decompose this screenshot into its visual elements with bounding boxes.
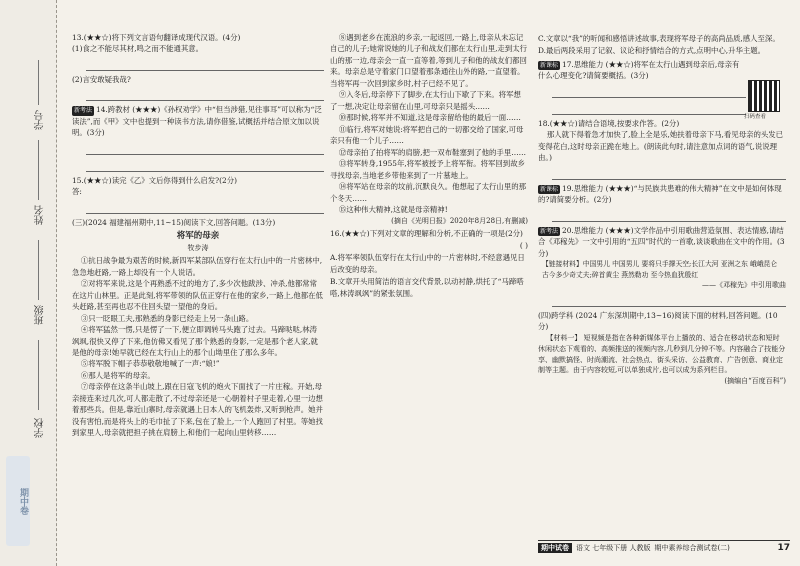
answer-label: 答:: [72, 187, 82, 197]
new-method-tag: 新考法: [74, 107, 93, 115]
column-middle: [330, 32, 528, 300]
story-source: (摘自《光明日报》2020年8月28日,有删减): [391, 216, 528, 225]
q13-stem: 13.(★★☆)将下列文言语句翻译成现代汉语。(4分): [72, 33, 241, 42]
fill-line: [38, 240, 39, 300]
fill-line: [38, 140, 39, 200]
material-head: 【链接材料】: [542, 260, 583, 269]
story-title: 将军的母亲: [176, 231, 220, 242]
story-para: ③只一眨眼工夫,那熟悉的身影已经走上另一条山路。: [80, 313, 254, 323]
page-number: 17: [777, 543, 790, 553]
q19-stem: 19.思维能力 (★★★)“与民族共患难的伟大精神”在文中是如何体现的?请简要分析。(2分): [538, 183, 782, 205]
fill-line: [38, 60, 39, 105]
q16-stem: 16.(★★☆)下列对文章的理解和分析,不正确的一项是(2分): [330, 229, 523, 239]
q16-option-c: C.文章以“我”的听闻和感悟讲述故事,表现将军母子的高尚品质,感人至深。: [538, 34, 780, 43]
answer-line[interactable]: [552, 84, 746, 98]
story-para: ⑦母亲停在这条半山坡上,跟在日寇飞机的炮火下面找了一片庄稼。开始,母亲接连来过几次,可人都走散了,不过母亲还是一心朝着村子里走着,心里一边想着那些兵。但是,靠近山寨时,母亲就遇上日本人的飞机轰炸,又听到枪声。她并没有害怕,而是将头上的毛巾扯了下来,包在了脸上,一个人跑回了村里。等她找到家里人,母亲就把担子挑在肩膀上,和他们一起向山里转移……: [72, 382, 323, 438]
answer-line[interactable]: [86, 87, 324, 101]
binding-margin: [0, 0, 57, 566]
column-left: [72, 32, 324, 439]
footer-logo: 期中试卷: [538, 543, 572, 553]
student-id-label: 学号: [35, 110, 46, 130]
q16-option-d: D.最后两段采用了记叙、议论和抒情结合的方式,点明中心,升华主题。: [538, 46, 766, 56]
story-para: ⑨入冬后,母亲停下了脚步,在太行山下歇了下来。将军想了一想,决定让母亲留在山里,可母亲只是摇头……: [330, 90, 521, 111]
page-footer: [538, 540, 790, 555]
story-para: ⑧遇到老乡在流浪的乡亲,一起返回,一路上,母亲从未忘记自己的儿子;她常说她的儿子和战友们都在太行山里,走到太行山的那一边,母亲会一直一直等着,等到儿子和他的战友们都回来。母亲总是守着家门口望着那条通往山外的路,一直望着。当将军再一次回到家乡时,村子已经不见了。: [330, 33, 527, 88]
q13-s2: (2)言安敢疑我哉?: [72, 74, 131, 84]
q18-quote: 那人就下得着急才加快了,脸上全是乐,她扶着母亲下马,看见母亲的头发已变得花白,这时母亲正跪在地上。(朗读此句时,请注意加点词的语气,说说理由。): [538, 130, 784, 163]
material-source: (摘编自“百度百科”): [724, 377, 786, 386]
story-author: 牧步涛: [187, 244, 209, 253]
story-para: ⑩那时候,将军并不知道,这是母亲留给他的最后一面……: [338, 113, 521, 123]
q15-stem: 15.(★★☆)读完《乙》文后你得到什么启发?(2分): [72, 175, 237, 185]
q16-option-b: B.文章开头用简洁的语言交代背景,以动衬静,烘托了“马蹄嗒嗒,林涛飒飒”的紧张氛围。: [330, 277, 524, 298]
song-lyrics: 中国男儿 中国男儿 要将只手撑天空;长江大河 亚洲之东 峨峨昆仑 古今多少奇丈夫;碎首黄尘 燕然勒功 至今热血犹殷红: [542, 260, 778, 279]
story-para: ⑪临行,将军对她说:将军把自己的一切都交给了国家,可母亲只有他一个儿子……: [330, 124, 524, 146]
q20-stem: 20.思维能力 (★★★)文学作品中引用歌曲营造氛围、表达情感,请结合《邓稼先》一文中引用的“五四”时代的一首歌,谈谈歌曲在文中的作用。(3分): [538, 225, 785, 258]
story-para: ②对将军来说,这是个再熟悉不过的地方了,多少次他跋涉、冲杀,他都常常在这片山林里。正是此刻,将军带领的队伍正穿行在他的家乡,一路上,他都在低头赶路,甚至再也忍不住回头望一望他的身后。: [72, 279, 323, 312]
new-method-tag: 新考法: [540, 227, 559, 235]
q13-s1: (1)食之不能尽其材,鸣之而不能通其意。: [72, 44, 204, 54]
q16-option-a: A.将军率领队伍穿行在太行山中的一片密林时,不经意遇见日后改变的母亲。: [330, 253, 525, 274]
answer-line[interactable]: [86, 158, 324, 172]
q16-answer-box[interactable]: ( ): [519, 240, 528, 250]
q18-stem: 18.(★★☆)请结合语境,按要求作答。(2分): [538, 118, 680, 128]
story-para: ④将军猛然一愣,只是愣了一下,便立即调转马头跑了过去。马蹄哒哒,林涛飒飒,很快又停了下来,他仿佛又看见了那个熟悉的身影,一定是那个老人家,就是他的母亲!她早就已经在太行山上的那个山坳里住了那么多年。: [72, 325, 318, 357]
answer-line[interactable]: [552, 101, 746, 115]
answer-line[interactable]: [552, 293, 786, 307]
story-para: ⑭将军站在母亲的坟前,沉默良久。他想起了太行山里的那个冬天……: [330, 182, 526, 203]
story-para: ①抗日战争最为艰苦的时候,新四军某部队伍穿行在太行山中的一片密林中,急急地赶路,一路上却没有一个人说话。: [72, 256, 323, 277]
story-para: ⑤将军脱下帽子恭恭敬敬地喊了一声:“娘!”: [80, 359, 220, 369]
new-curriculum-tag: 新课标: [540, 185, 559, 193]
song-source: ——《邓稼先》中引用歌曲: [702, 281, 786, 290]
new-curriculum-tag: 新课标: [540, 61, 559, 69]
section3-head: (三)(2024 福建福州期中,11~15)阅读下文,回答问题。(13分): [72, 217, 276, 227]
material-one: 【材料一】 短视频是指在各种新媒体平台上播放的、适合在移动状态和短时休闲状态下观看的、高频推送的视频内容,几秒到几分钟不等。内容融合了技能分享、幽默搞怪、时尚潮流、社会热点、街头采访、公益教育、广告创意、商业定制等主题。由于内容较短,可以单独成片,也可以成为系列栏目。: [538, 333, 786, 375]
brand-logo: 期中卷: [6, 456, 30, 546]
story-para: ⑬将军转身,1955年,将军被授予上将军衔。将军回到故乡寻找母亲,当地老乡带他来到了一片墓地上。: [330, 159, 525, 180]
qr-caption: 扫码查看: [744, 114, 767, 120]
answer-line[interactable]: [86, 57, 324, 71]
qr-code-icon[interactable]: [748, 80, 780, 112]
name-label: 姓名: [35, 205, 46, 225]
answer-line[interactable]: [86, 141, 324, 155]
story-para: ⑮这种伟大精神,这就是母亲精神!: [338, 205, 448, 215]
section4-head: (四)跨学科 (2024 广东深圳期中,13~16)阅读下面的材料,回答问题。(10分): [538, 311, 778, 332]
q14-stem: 14.跨教材 (★★★)《孙权劝学》中“但当涉猎,见往事耳”可以称为“泛读法”,而《甲》文中也提到一种读书方法,请你借鉴,试概括并结合原文加以说明。(3分): [72, 105, 322, 138]
school-label: 学校: [35, 418, 46, 438]
q17-stem: 17.思维能力 (★★☆)将军在太行山遇到母亲后,母亲有什么心理变化?请简要概括。(3分): [538, 59, 740, 81]
answer-line[interactable]: [552, 208, 786, 222]
story-para: ⑫母亲拍了拍将军的肩膀,把一双布鞋塞到了他的手里……: [338, 147, 526, 157]
answer-line[interactable]: [86, 200, 324, 214]
footer-subject: 语文 七年级下册 人教版: [576, 544, 651, 552]
fill-line: [38, 340, 39, 410]
class-label: 班级: [35, 305, 46, 325]
story-para: ⑥那人是将军的母亲。: [80, 370, 155, 380]
footer-title: 期中素养综合测试卷(二): [654, 544, 730, 552]
answer-line[interactable]: [552, 166, 786, 180]
